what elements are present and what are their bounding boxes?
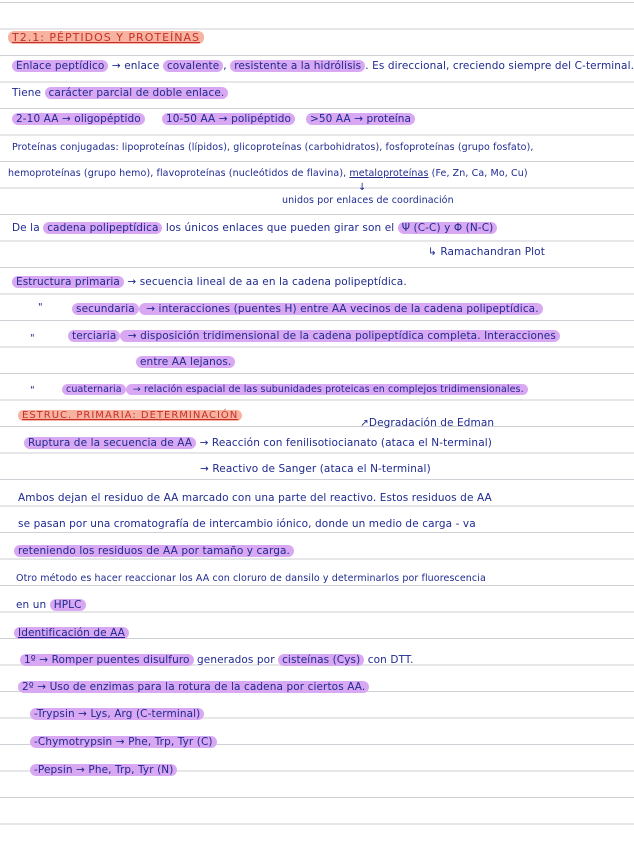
hl-psi-phi: Ψ (C-C) y Φ (N-C) bbox=[398, 222, 498, 234]
line-edman bbox=[360, 416, 494, 430]
line-aa-protein bbox=[306, 112, 415, 126]
hl-quaternary: cuaternaria bbox=[62, 384, 126, 395]
line-rotation bbox=[12, 221, 497, 235]
hl-cysteine: cisteínas (Cys) bbox=[278, 654, 364, 666]
hl-peptide-bond: Enlace peptídico bbox=[12, 60, 108, 72]
line-quaternary bbox=[62, 383, 528, 397]
line-chromatography: se pasan por una cromatografía de intercambio iónico, donde un medio de carga - va bbox=[18, 518, 476, 530]
line-other-method: Otro método es hacer reaccionar los AA con cloruro de dansilo y determinarlos por fluorescencia bbox=[16, 573, 486, 584]
hl-section-title: ESTRUC. PRIMARIA: DETERMINACIÓN bbox=[18, 410, 242, 421]
arrow-icon: ↗ bbox=[360, 417, 369, 429]
line-aa-counts bbox=[12, 112, 145, 126]
line-double-bond bbox=[12, 86, 228, 100]
arrow-down-icon: ↓ bbox=[358, 182, 367, 193]
line-conjugated-2 bbox=[8, 167, 528, 181]
line-conjugated-1: Proteínas conjugadas: lipoproteínas (lípidos), glicoproteínas (carbohidratos), fosfoproteínas (grupo fosfato), bbox=[12, 142, 534, 153]
hl-secondary-desc: → interacciones (puentes H) entre AA vecinos de la cadena polipeptídica. bbox=[139, 303, 543, 315]
hl-tertiary: terciaria bbox=[68, 330, 120, 342]
hl-retaining: reteniendo los residuos de AA por tamaño y carga. bbox=[14, 545, 294, 557]
text: generados por bbox=[193, 654, 279, 666]
hl-rupture: Ruptura de la secuencia de AA bbox=[24, 437, 196, 449]
hl-oligopeptide: 2-10 AA → oligopéptido bbox=[12, 113, 145, 125]
text: De la bbox=[12, 222, 44, 234]
line-secondary bbox=[72, 302, 543, 316]
text: los únicos enlaces que pueden girar son el bbox=[162, 222, 398, 234]
text: → enlace bbox=[108, 60, 163, 72]
section-title-determination bbox=[18, 409, 242, 423]
hl-step2: 2º → Uso de enzimas para la rotura de la cadena por ciertos AA. bbox=[18, 681, 369, 693]
line-step2 bbox=[18, 680, 369, 694]
line-ramachandran bbox=[428, 245, 545, 259]
hl-tertiary-cont: entre AA lejanos. bbox=[136, 356, 235, 368]
line-tertiary bbox=[68, 329, 560, 343]
hl-chymotrypsin: -Chymotrypsin → Phe, Trp, Tyr (C) bbox=[30, 736, 217, 748]
line-peptide-bond bbox=[12, 59, 634, 73]
line-aa-polypeptide bbox=[162, 112, 295, 126]
hl-tertiary-desc: → disposición tridimensional de la cadena polipeptídica completa. Interacciones bbox=[120, 330, 560, 342]
text: → secuencia lineal de aa en la cadena polipeptídica. bbox=[123, 276, 407, 288]
text: . Es direccional, creciendo siempre del C-terminal. bbox=[365, 60, 634, 72]
line-pepsin bbox=[30, 763, 177, 777]
hl-trypsin: -Trypsin → Lys, Arg (C-terminal) bbox=[30, 708, 204, 720]
hl-polypeptide: 10-50 AA → polipéptido bbox=[162, 113, 295, 125]
metaloproteins: metaloproteínas bbox=[349, 168, 429, 179]
text: Degradación de Edman bbox=[368, 417, 495, 429]
text: en un bbox=[16, 599, 50, 611]
text: → Reacción con fenilisotiocianato (ataca el N-terminal) bbox=[196, 437, 492, 449]
hl-identification: Identificación de AA bbox=[14, 627, 129, 639]
hl-pepsin: -Pepsin → Phe, Trp, Tyr (N) bbox=[30, 764, 177, 776]
line-rupture bbox=[24, 436, 492, 450]
hl-hplc: HPLC bbox=[50, 599, 86, 611]
line-trypsin bbox=[30, 707, 204, 721]
title-highlight: T2.1: PÉPTIDOS Y PROTEÍNAS bbox=[8, 31, 204, 44]
text: con DTT. bbox=[364, 654, 414, 666]
page-title bbox=[8, 31, 204, 45]
hl-quaternary-desc: → relación espacial de las subunidades proteicas en complejos tridimensionales. bbox=[126, 384, 528, 395]
hl-chain: cadena polipeptídica bbox=[43, 222, 162, 234]
line-step1 bbox=[20, 653, 414, 667]
line-retaining bbox=[14, 544, 294, 558]
hl-step1: 1º → Romper puentes disulfuro bbox=[20, 654, 194, 666]
hl-double-bond: carácter parcial de doble enlace. bbox=[45, 87, 229, 99]
line-identification bbox=[14, 626, 129, 640]
ditto-mark: " bbox=[30, 333, 35, 344]
text: , bbox=[223, 60, 231, 72]
line-coordination: unidos por enlaces de coordinación bbox=[282, 195, 454, 206]
line-primary bbox=[12, 275, 407, 289]
curved-arrow-icon: ↳ bbox=[428, 246, 441, 258]
line-sanger: → Reactivo de Sanger (ataca el N-terminal) bbox=[200, 463, 431, 475]
hl-primary: Estructura primaria bbox=[12, 276, 124, 288]
hl-secondary: secundaria bbox=[72, 303, 139, 315]
line-tertiary-cont bbox=[136, 355, 235, 369]
text: Tiene bbox=[12, 87, 45, 99]
ditto-mark: " bbox=[30, 385, 35, 396]
hl-resistant: resistente a la hidrólisis bbox=[230, 60, 365, 72]
line-chymotrypsin bbox=[30, 735, 217, 749]
ditto-mark: " bbox=[38, 302, 43, 313]
text: hemoproteínas (grupo hemo), flavoproteínas (nucleótidos de flavina), bbox=[8, 168, 350, 179]
line-both: Ambos dejan el residuo de AA marcado con una parte del reactivo. Estos residuos de AA bbox=[18, 492, 492, 504]
hl-protein: >50 AA → proteína bbox=[306, 113, 415, 125]
text: Ramachandran Plot bbox=[440, 246, 545, 258]
text: (Fe, Zn, Ca, Mo, Cu) bbox=[428, 168, 528, 179]
hl-covalent: covalente bbox=[163, 60, 223, 72]
line-hplc bbox=[16, 598, 86, 612]
